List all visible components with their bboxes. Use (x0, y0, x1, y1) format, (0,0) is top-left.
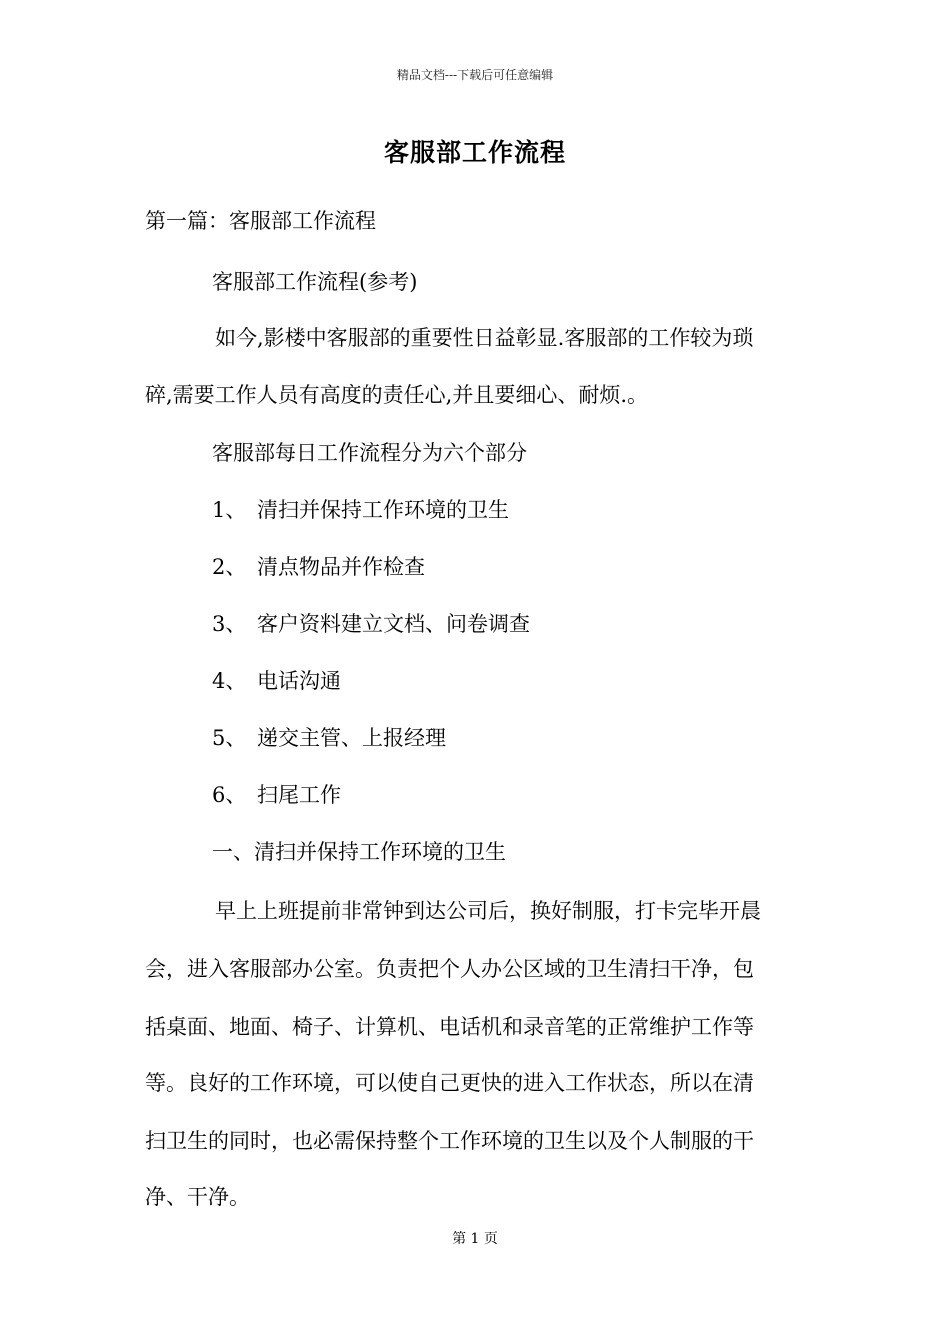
part1-heading: 一、清扫并保持工作环境的卫生 (212, 840, 506, 864)
list-item-number: 1、 (212, 498, 247, 522)
body-line: 早上上班提前非常钟到达公司后，换好制服，打卡完毕开晨 (215, 899, 761, 923)
body-line: 等。良好的工作环境，可以使自己更快的进入工作状态，所以在清 (145, 1071, 754, 1095)
document-title: 客服部工作流程 (383, 138, 566, 167)
body-line: 净、干净。 (145, 1185, 250, 1209)
page-header-note: 精品文档---下载后可任意编辑 (396, 68, 554, 82)
list-item (212, 722, 446, 752)
list-item-text: 清点物品并作检查 (257, 555, 425, 579)
list-item-number: 2、 (212, 555, 247, 579)
list-item (212, 494, 509, 524)
body-line: 扫卫生的同时，也必需保持整个工作环境的卫生以及个人制服的干 (145, 1129, 754, 1153)
list-item-number: 5、 (212, 726, 247, 750)
list-item (212, 779, 341, 809)
body-line: 会，进入客服部办公室。负责把个人办公区域的卫生清扫干净，包 (145, 957, 754, 981)
daily-intro: 客服部每日工作流程分为六个部分 (212, 441, 527, 465)
subtitle: 客服部工作流程(参考) (212, 270, 418, 294)
list-item-number: 3、 (212, 612, 247, 636)
list-item-number: 4、 (212, 669, 247, 693)
section-heading: 第一篇：客服部工作流程 (145, 209, 376, 233)
list-item-text: 电话沟通 (257, 669, 341, 693)
page-number-footer: 第 1 页 (452, 1231, 498, 1247)
intro-line-1: 如今,影楼中客服部的重要性日益彰显.客服部的工作较为琐 (215, 326, 754, 350)
list-item-text: 递交主管、上报经理 (257, 726, 446, 750)
list-item (212, 551, 425, 581)
list-item-text: 客户资料建立文档、问卷调查 (257, 612, 530, 636)
list-item-number: 6、 (212, 783, 247, 807)
body-line: 括桌面、地面、椅子、计算机、电话机和录音笔的正常维护工作等 (145, 1015, 754, 1039)
intro-line-2: 碎,需要工作人员有高度的责任心,并且要细心、耐烦.。 (145, 383, 649, 407)
list-item-text: 扫尾工作 (257, 783, 341, 807)
list-item (212, 665, 341, 695)
list-item-text: 清扫并保持工作环境的卫生 (257, 498, 509, 522)
list-item (212, 608, 530, 638)
